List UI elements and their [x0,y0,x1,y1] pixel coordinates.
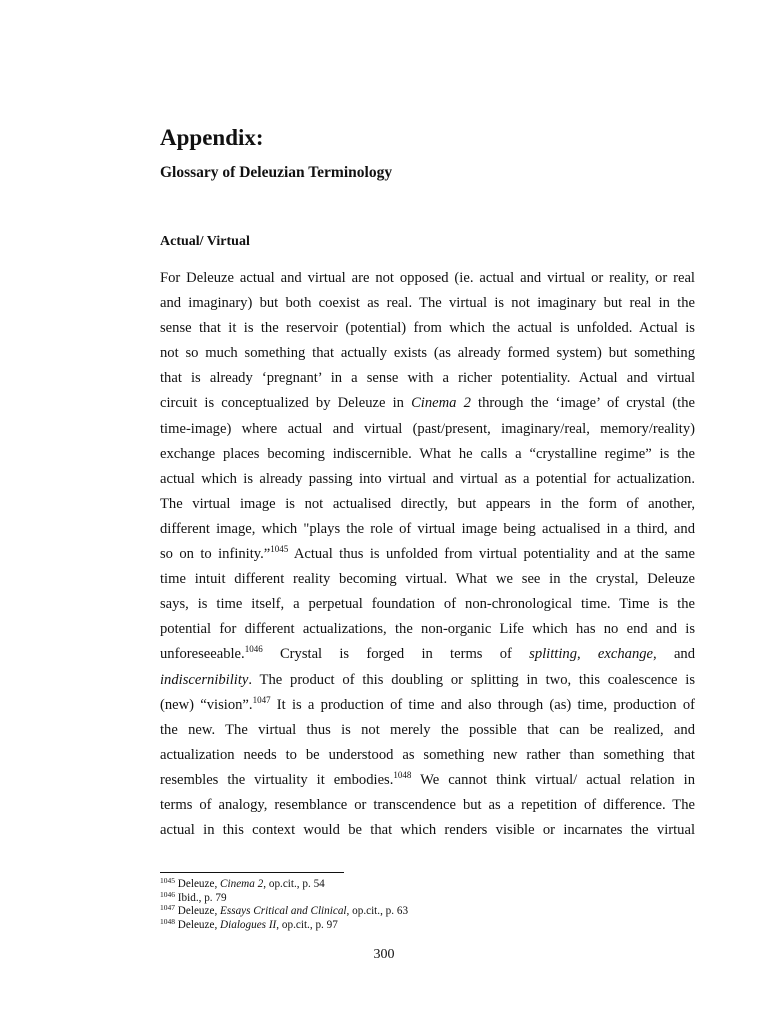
body-line [160,391,695,416]
footnote-number: 1048 [160,916,175,926]
footnote-text: Deleuze, [175,905,221,918]
text-run: terms of analogy, resemblance or transcendence but as a repetition of difference. The [160,796,695,813]
text-run: so on to infinity.” [160,546,271,563]
text-run: sense that it is the reservoir (potential) from which the actual is unfolded. Actual is [160,320,695,337]
text-run: For Deleuze actual and virtual are not opposed (ie. actual and virtual or reality, or real [160,270,695,286]
text-run: the new. The virtual thus is not merely the possible that can be realized, and [160,721,695,738]
text-run: It is a production of time and also through (as) time, production of [270,696,695,713]
text-run: potential for different actualizations, the non-organic Life which has no end and is [160,621,695,638]
footnote-text: Ibid., p. 79 [175,891,227,904]
text-run: unforeseeable. [160,646,245,663]
page-number: 300 [373,947,395,962]
footnote-item [160,878,560,892]
italic-term: splitting [529,646,577,663]
text-run: (new) “vision”. [160,696,253,713]
body-line [160,341,695,366]
footnote-text: , op.cit., p. 63 [346,905,409,918]
text-run: that is already ‘pregnant’ in a sense with a richer potentiality. Actual and virtual [160,370,695,387]
body-line [160,818,695,843]
cited-work-title: Essays Critical and Clinical [220,905,347,918]
text-run: We cannot think virtual/ actual relation in [411,771,696,788]
italic-term: Cinema 2 [411,395,471,412]
body-line [160,442,695,467]
text-run: time intuit different reality becoming virtual. What we see in the crystal, Deleuze [160,571,695,588]
text-run: not so much something that actually exists (as already formed system) but something [160,345,695,362]
body-line [160,417,695,442]
body-line [160,316,695,341]
glossary-subtitle: Glossary of Deleuzian Terminology [160,164,393,181]
body-line [160,642,695,667]
footnote-reference: 1045 [270,544,289,555]
body-line [160,467,695,492]
body-line [160,542,695,567]
text-run: , [577,646,598,663]
section-heading-actual-virtual: Actual/ Virtual [160,234,250,249]
text-run: , and [653,646,696,663]
cited-work-title: Cinema 2 [220,878,264,890]
footnote-item [160,905,560,919]
footnote-text: Deleuze, [175,878,221,890]
body-line [160,517,695,542]
footnote-item [160,916,560,933]
text-run: through the ‘image’ of crystal (the [470,395,695,412]
text-run: resembles the virtuality it embodies. [160,771,394,788]
footnote-reference: 1046 [244,644,263,655]
body-line [160,693,695,718]
footnote-reference: 1048 [393,769,412,780]
text-run: different image, which "plays the role of virtual image being actualised in a third, and [160,520,695,537]
text-run: actual which is already passing into virtual and virtual as a potential for actualization. [160,470,695,487]
italic-term: indiscernibility [160,671,249,688]
body-line [160,718,695,743]
text-run: actualization needs to be understood as something new rather than something that [160,746,695,763]
body-line [160,567,695,592]
text-run: says, is time itself, a perpetual foundation of non-chronological time. Time is the [160,596,695,613]
text-run: time-image) where actual and virtual (past/present, imaginary/real, memory/reality) [160,420,695,437]
text-run: and imaginary) but both coexist as real. The virtual is not imaginary but real in the [160,295,695,312]
text-run: Crystal is forged in terms of [262,646,530,663]
body-line [160,366,695,391]
body-line [160,617,695,642]
footnote-number: 1047 [160,903,175,913]
body-line [160,743,695,768]
footnote-number: 1046 [160,889,175,899]
body-line [160,793,695,818]
text-run: actual in this context would be that which renders visible or incarnates the virtual [160,822,695,839]
footnote-reference: 1047 [252,694,271,705]
text-run: The virtual image is not actualised directly, but appears in the form of another, [160,495,695,512]
body-paragraph [160,266,695,843]
footnote-text: Deleuze, [175,918,221,931]
body-line [160,768,695,793]
text-run: Actual thus is unfolded from virtual potentiality and at the same [288,546,696,563]
footnote-divider [160,872,344,873]
text-run: circuit is conceptualized by Deleuze in [160,395,412,412]
body-line [160,492,695,517]
body-line [160,291,695,316]
italic-term: exchange [597,646,654,663]
body-line [160,668,695,693]
body-line [160,592,695,617]
text-run: . The product of this doubling or splitting in two, this coalescence is [248,671,695,688]
footnote-text: , op.cit., p. 54 [263,878,325,890]
footnote-text: , op.cit., p. 97 [276,918,338,931]
footnote-number: 1045 [160,876,175,885]
cited-work-title: Dialogues II [220,918,277,931]
body-line [160,266,695,291]
footnote-item [160,889,560,906]
text-run: exchange places becoming indiscernible. What he calls a “crystalline regime” is the [160,445,695,462]
footnotes [160,878,560,932]
appendix-title: Appendix: [160,125,264,150]
